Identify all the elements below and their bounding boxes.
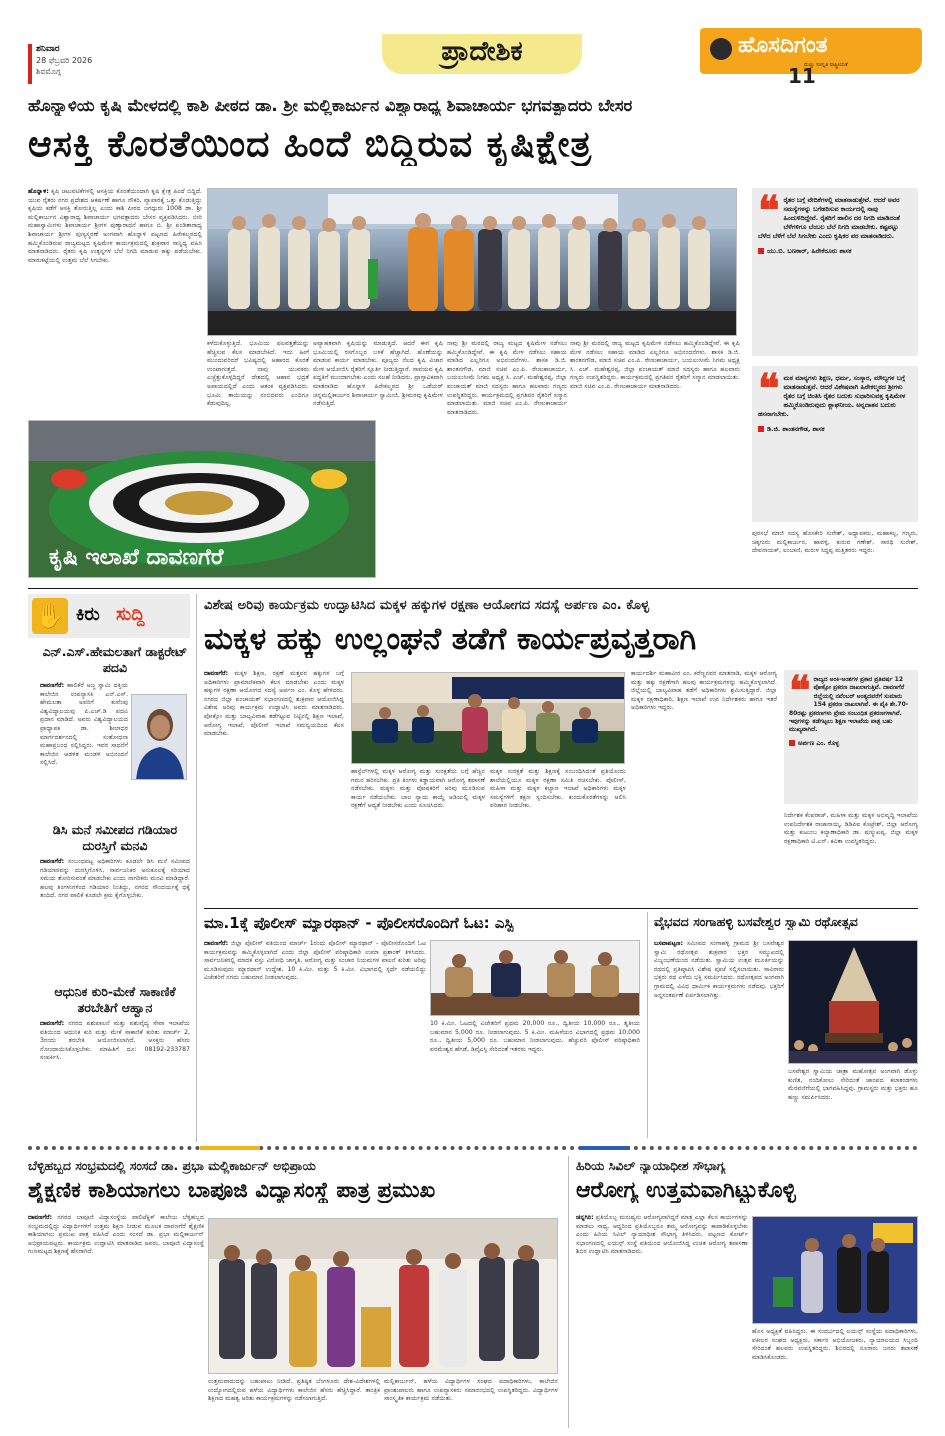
section-divider-accent-2	[580, 1146, 630, 1150]
rathotsava-body-2	[788, 1068, 918, 1138]
brief-3-dateline: ದಾವಣಗೆರೆ:	[40, 1020, 65, 1027]
lead-body-col5	[570, 340, 740, 578]
marathon-headline: ಮಾ.1ಕ್ಕೆ ಪೊಲೀಸ್ ಮ್ಯಾರಥಾನ್ - ಪೊಲೀಸರೊಂದಿಗೆ ಓಟ: ಎಸ್ಪಿ	[204, 914, 514, 932]
children-body-text-5: ನಿರ್ದೇಶಕ ಕೆಂಪರಾಜ್, ಮಹಿಳಾ ಮತ್ತು ಮಕ್ಕಳ ಅಭಿವೃದ್ಧಿ ಇಲಾಖೆಯ ಉಪನಿರ್ದೇಶಕ ರಾಜಾನಾಯ್ಕ, ಡಿಡಿಪಿಐ ಕೊಟ್ರೇಶ್, ಜಿಲ್ಲಾ ಆರೋಗ್ಯ ಮತ್ತು ಕುಟುಂಬ ಕಲ್ಯಾಣಾಧಿಕಾರಿ ಡಾ. ಷಣ್ಮುಖಪ್ಪ, ಜಿಲ್ಲಾ ಮಕ್ಕಳ ರಕ್ಷಣಾಧಿಕಾರಿ ಟಿ.ಎನ್. ಕವಿತಾ ಉಪಸ್ಥಿತರಿದ್ದರು.	[784, 812, 918, 845]
health-photo	[752, 1216, 918, 1324]
lead-body-text-5: ನಾವು ಶ್ರೀ ಮಠದಲ್ಲಿ ರಾಜ್ಯ ಮಟ್ಟದ ಕೃಷಿಮೇಳ ನಡೆಸಲು ಹಮ್ಮಿಕೊಂಡಿದ್ದೇವೆ. ಈ ಕೃಷಿ ಮೇಳ ನಡೆಸಲು ಸಹಾಯ ಮಾಡಿದ ಎಲ್ಲರಿಗೂ ಅಭಿನಂದನೆಗಳು. ಶಾಸಕ ಡಿ.ಜಿ. ಶಾಂತನಗೌಡ, ಮಾಜಿ ಸಚಿವ ಎಂ.ಪಿ. ರೇಣುಕಾಚಾರ್ಯ, ಬಯಲುಸೀಮೆ ನಿಗಮ ಅಧ್ಯಕ್ಷ ಸಿ. ಎಚ್. ಮಹೇಶ್ವರಪ್ಪ, ಜಿಲ್ಲಾ ಪಂಚಾಯತ್ ಮಾಜಿ ಸದಸ್ಯರು ಹಾಗೂ ಹಲವಾರು ಗಣ್ಯರು ಉಪಸ್ಥಿತರಿದ್ದರು. ಕಾರ್ಯಕ್ರಮದಲ್ಲಿ ಪ್ರಗತಿಪರ ರೈತರಿಗೆ ಸನ್ಮಾನ ಮಾಡಲಾಯಿತು. ಮಾಜಿ ಸಚಿವ ಎಂ.ಪಿ. ರೇಣುಕಾಚಾರ್ಯ ಮಾತನಾಡಿದರು.	[570, 340, 740, 390]
logo-text: ಹೊಸದಿಗಂತ	[738, 33, 828, 58]
marathon-caption	[430, 1020, 640, 1138]
bapuji-body-col1	[28, 1214, 204, 1428]
city: ಶಿವಮೊಗ್ಗ	[36, 67, 61, 76]
red-bullet-icon	[789, 740, 795, 746]
brief-1-text: ಹಾಲಿಕೆರೆ ಅಜ್ಜ ಸ್ವಾಮಿ ದತ್ತಿಯ ಕಾಲೇಜಿನ ಉಪನ್ಯಾಸಕಿ ಎನ್.ಎಸ್. ಹೇಮಲತಾ ಅವರಿಗೆ ಕುವೆಂಪು ವಿಶ್ವವಿದ್ಯಾಲಯವು ಪಿ.ಎಚ್.ಡಿ ಪದವಿ ಪ್ರದಾನ ಮಾಡಿದೆ. ಅವರು ವಿಶ್ವವಿದ್ಯಾಲಯದ ಪ್ರಾಧ್ಯಾಪಕ ಡಾ. ಶೀಲಾಧರ ಮಾರ್ಗದರ್ಶನದಲ್ಲಿ ಸಂಶೋಧನಾ ಮಹಾಪ್ರಬಂಧ ಸಲ್ಲಿಸಿದ್ದರು. ಇವರ ಸಾಧನೆಗೆ ಕಾಲೇಜಿನ ಆಡಳಿತ ಮಂಡಳಿ ಅಭಿನಂದನೆ ಸಲ್ಲಿಸಿದೆ.	[40, 682, 128, 767]
lead-photo-rangoli	[28, 420, 376, 578]
lead-kicker: ಹೊನ್ನಾಳಿಯ ಕೃಷಿ ಮೇಳದಲ್ಲಿ ಕಾಶಿ ಪೀಠದ ಡಾ. ಶ್ರೀ ಮಲ್ಲಿಕಾರ್ಜುನ ವಿಶ್ವಾರಾಧ್ಯ ಶಿವಾಚಾರ್ಯ ಭಗವತ್ಪಾದರು ಬೇಸರ	[28, 96, 633, 115]
rathotsava-body-text-2: ಬಸವೇಶ್ವರ ಸ್ವಾಮಿಯ ಜಾತ್ರಾ ಮಹೋತ್ಸವ ಅಂಗವಾಗಿ ಡೊಳ್ಳು ಕುಣಿತ, ನಂದಿಕೋಲು ಸೇರಿದಂತೆ ಜಾನಪದ ಕಲಾತಂಡಗಳು ಮೆರವಣಿಗೆಯಲ್ಲಿ ಭಾಗವಹಿಸಿದ್ದವು. ಗ್ರಾಮಸ್ಥರು ಮತ್ತು ಭಕ್ತರು ಹೂ ಹಣ್ಣು ಸಮರ್ಪಿಸಿದರು.	[788, 1068, 918, 1101]
date-block	[28, 44, 168, 84]
children-body-text-1: ಮಕ್ಕಳ ಶಿಕ್ಷಣ, ರಕ್ಷಣೆ ಮತ್ತವರ ಹಕ್ಕುಗಳ ಬಗ್ಗೆ ಅಧಿಕಾರಿಗಳು ಪ್ರಾಮಾಣಿಕವಾಗಿ ಕೆಲಸ ಮಾಡಬೇಕು ಎಂದು ಮಕ್ಕಳ ಹಕ್ಕುಗಳ ರಕ್ಷಣಾ ಆಯೋಗದ ಸದಸ್ಯೆ ಅರ್ಪಣ ಎಂ. ಕೊಳ್ಳ ಹೇಳಿದರು. ನಗರದ ಜಿಲ್ಲಾ ಪಂಚಾಯತ್ ಸಭಾಂಗಣದಲ್ಲಿ ಶುಕ್ರವಾರ ಆಯೋಜಿಸಿದ್ದ ವಿಶೇಷ ಅರಿವು ಕಾರ್ಯಕ್ರಮ ಉದ್ಘಾಟಿಸಿ ಅವರು ಮಾತನಾಡಿದರು. ಪೋಕ್ಸೋ ಮತ್ತು ಬಾಲ್ಯವಿವಾಹ ತಡೆಗಟ್ಟುವ ನಿಟ್ಟಿನಲ್ಲಿ ಶಿಕ್ಷಣ ಇಲಾಖೆ, ಆರೋಗ್ಯ ಇಲಾಖೆ, ಪೊಲೀಸ್ ಇಲಾಖೆ ಸಮನ್ವಯದಿಂದ ಕೆಲಸ ಮಾಡಬೇಕು.	[204, 670, 344, 738]
lead-body-col2	[207, 340, 309, 412]
quote-2-text: ಮಠ ಮಾನ್ಯಗಳು ಶಿಕ್ಷಣ, ಧರ್ಮ, ಸಂಸ್ಕಾರ, ಮೌಲ್ಯಗಳ ಬಗ್ಗೆ ಮಾತನಾಡುತ್ತವೆ. ಆದರೆ ವಿಶೇಷವಾಗಿ ಹಿರೇಕಲ್ಮಠದ ಶ್ರೀಗಳು ರೈತರ ಬಗ್ಗೆ ಚಿಂತಿಸಿ ರೈತರ ಬದುಕು ಸುಧಾರಿಸುವತ್ತ ಕೃಷಿಮೇಳ ಹಮ್ಮಿಕೊಂಡಿರುವುದು ಶ್ಲಾಘನೀಯ. ಅನ್ನದಾತನ ಬದುಕು ಹಸನಾಗಬೇಕು.	[758, 374, 906, 418]
brief-3-headline: ಆಧುನಿಕ ಕುರಿ-ಮೇಕೆ ಸಾಕಾಣಿಕೆ ತರಬೇತಿಗೆ ಆಹ್ವಾನ	[54, 984, 176, 1015]
logo-tagline: ಮಣ್ಣು ಸಂಸ್ಕೃತಿ ರಾಷ್ಟ್ರೀಯತೆ	[804, 62, 848, 68]
children-body-col1	[204, 670, 344, 902]
health-headline: ಆರೋಗ್ಯ ಉತ್ತಮವಾಗಿಟ್ಟುಕೊಳ್ಳಿ	[576, 1178, 796, 1203]
brief-1-body	[40, 682, 128, 786]
lead-body-text-1: ಕೃಷಿ ಚಟುವಟಿಕೆಗಳಲ್ಲಿ ಆಸಕ್ತಿಯ ಕೊರತೆಯಿಂದಾಗಿ ಕೃಷಿ ಕ್ಷೇತ್ರ ಹಿಂದೆ ಬಿದ್ದಿದೆ. ಯುವ ರೈತರು ನಗರ ಪ್ರದೇಶದ ಆಕರ್ಷಣೆ ಹಾಗೂ ನೌಕರಿ, ವ್ಯಾಪಾರಕ್ಕೆ ಒತ್ತು ಕೊಡುತ್ತಿದ್ದು ಕೃಷಿಯ ಕಡೆಗೆ ಆಸಕ್ತಿ ತೋರುತ್ತಿಲ್ಲ ಎಂದು ಕಾಶಿ ಪೀಠದ ಜಗದ್ಗುರು 1008 ಡಾ. ಶ್ರೀ ಮಲ್ಲಿಕಾರ್ಜುನ ವಿಶ್ವಾರಾಧ್ಯ ಶಿವಾಚಾರ್ಯ ಭಗವತ್ಪಾದರು ಬೇಸರ ವ್ಯಕ್ತಪಡಿಸಿದರು. ಬೀರಿ ಮಹಾಸ್ವಾಮಿಗಳು ಶಿವಾಚಾರ್ಯ ಶ್ರೀಗಳ ಪುಣ್ಯಾರಾಧನೆ ಹಾಗೂ ಬಿ. ಶ್ರೀ ಪಂಡಿತಾರಾಧ್ಯ ಶಿವಾಚಾರ್ಯ ಶ್ರೀಗಳ ಪುಣ್ಯಸ್ಮರಣೆ ಅಂಗವಾಗಿ ಹೊನ್ನಾಳಿ ಪಟ್ಟಣದ ಹಿರೇಕಲ್ಮಠದಲ್ಲಿ ಹಮ್ಮಿಕೊಂಡಿರುವ ರಾಜ್ಯಮಟ್ಟದ ಕೃಷಿಮೇಳ ಕಾರ್ಯಕ್ರಮದಲ್ಲಿ ಶುಕ್ರವಾರ ಸಾನ್ನಿಧ್ಯ ವಹಿಸಿ ಮಾತನಾಡಿದರು. ರೈತರು ಕೃಷಿ ಉತ್ಪನ್ನಗಳ ಬೆಲೆ ನಿಗದಿ ಮಾಡುವ ಹಕ್ಕು ಪಡೆಯಬೇಕು. ಮಾರುಕಟ್ಟೆಯಲ್ಲಿ ಉತ್ತಮ ಬೆಲೆ ಸಿಗಬೇಕು.	[28, 188, 202, 264]
health-kicker: ಹಿರಿಯ ಸಿವಿಲ್ ನ್ಯಾಯಾಧೀಶ ಸೌಭಾಗ್ಯ	[576, 1158, 726, 1173]
lead-photo-group	[207, 188, 737, 336]
bottom-column-rule	[568, 1156, 569, 1428]
lead-bottom-body: ಪುರಸಭೆ ಮಾಜಿ ಸದಸ್ಯ ಹೊಸಕೇರಿ ಸುರೇಶ್, ಅಧ್ಯಾಪಕರು, ಮಹಾಕಲ್ಪ, ಗಣ್ಯರು, ಚಿಕ್ಕಗುರು ಮಲ್ಲಿಕಾರ್ಜುನ, ಹಾವಳ್ಳಿ, ಕುರುವ ಗಣೇಶ್, ಸಾರಥಿ ಸುರೇಶ್, ದೇವನಾಯಕ್, ಲಂಬಾಣಿ, ಮರುಳ ಸಿದ್ದಪ್ಪ ಮತ್ತಿತರರು ಇದ್ದರು.	[752, 530, 918, 555]
health-camp-image	[753, 1217, 918, 1324]
lead-body-col1	[28, 188, 202, 414]
children-headline: ಮಕ್ಕಳ ಹಕ್ಕು ಉಲ್ಲಂಘನೆ ತಡೆಗೆ ಕಾರ್ಯಪ್ರವೃತ್ತರಾಗಿ	[204, 622, 697, 657]
children-body-col3	[490, 768, 626, 902]
bapuji-body-text-1: ನಗರದ ಬಾಪೂಜಿ ವಿದ್ಯಾಸಂಸ್ಥೆಯ ಪಾಲಿಟೆಕ್ನಿಕ್ ಕಾಲೇಜು ಬೆಳ್ಳಿಹಬ್ಬದ ಸಂಭ್ರಮದಲ್ಲಿದ್ದು ವಿದ್ಯಾರ್ಥಿಗಳಿಗೆ ಉತ್ತಮ ಶಿಕ್ಷಣ ನೀಡುವ ಮೂಲಕ ದಾವಣಗೆರೆ ಶೈಕ್ಷಣಿಕ ಕಾಶಿಯಾಗಲು ಪ್ರಮುಖ ಪಾತ್ರ ವಹಿಸಿದೆ ಎಂದು ಸಂಸದೆ ಡಾ. ಪ್ರಭಾ ಮಲ್ಲಿಕಾರ್ಜುನ್ ಅಭಿಪ್ರಾಯಪಟ್ಟರು. ಕಾರ್ಯಕ್ರಮ ಉದ್ಘಾಟಿಸಿ ಮಾತನಾಡಿದ ಅವರು, ಬಾಪೂಜಿ ವಿದ್ಯಾಸಂಸ್ಥೆ ಗುಣಮಟ್ಟದ ಶಿಕ್ಷಣಕ್ಕೆ ಹೆಸರಾಗಿದೆ.	[28, 1214, 204, 1256]
bapuji-lamp-lighting-image	[209, 1219, 558, 1374]
chariot-image	[789, 941, 918, 1064]
children-dateline: ದಾವಣಗೆರೆ:	[204, 670, 229, 677]
page-number: 11	[788, 64, 816, 88]
thumbs-up-icon: ✋	[32, 598, 68, 634]
date: 28 ಫೆಬ್ರವರಿ 2026	[36, 56, 93, 65]
lead-body-text-2: ಕಳೆದುಕೊಳ್ಳುತ್ತಿದೆ. ಭೂಮಿಯ ಫಲವತ್ತತೆಯನ್ನು ಹೆಚ್ಚಿಸುವ ಕೆಲಸ ಮಾಡಬೇಕಿದೆ. ಇದು ಹೀಗೆ ಮುಂದುವರಿದರೆ ಭವಿಷ್ಯದಲ್ಲಿ ಆಹಾರದ ಕೊರತೆ ಉಂಟಾಗುತ್ತದೆ. ನಾವು ಯುವಕರು ಎಚ್ಚೆತ್ತುಕೊಳ್ಳದಿದ್ದರೆ ದೇಶದಲ್ಲಿ ಆಹಾರ ಭದ್ರತೆ ಅಪಾಯದಲ್ಲಿದೆ ಎಂದು ಆತಂಕ ವ್ಯಕ್ತಪಡಿಸಿದರು. ಭೂಮಿ ತಾಯಿಯನ್ನು ನಂಬಿದವರು ಎಂದಿಗೂ ಕೆಡುವುದಿಲ್ಲ.	[207, 340, 309, 408]
rathotsava-headline: ವೈಭವದ ಸಂಗಾಹಳ್ಳಿ ಬಸವೇಶ್ವರ ಸ್ವಾಮಿ ರಥೋತ್ಸವ	[654, 914, 858, 929]
quote-2-author: ಡಿ.ಜಿ. ಶಾಂತನಗೌಡ, ಶಾಸಕ	[767, 425, 825, 433]
quote-mark-icon: ❝	[758, 365, 780, 412]
bapuji-dateline: ದಾವಣಗೆರೆ:	[28, 1214, 53, 1221]
bapuji-kicker: ಬೆಳ್ಳಿಹಬ್ಬದ ಸಂಭ್ರಮದಲ್ಲಿ ಸಂಸದೆ ಡಾ. ಪ್ರಭಾ ಮಲ್ಲಿಕಾರ್ಜುನ್ ಅಭಿಪ್ರಾಯ	[28, 1158, 316, 1173]
marathon-photo	[430, 940, 640, 1016]
lead-headline: ಆಸಕ್ತಿ ಕೊರತೆಯಿಂದ ಹಿಂದೆ ಬಿದ್ದಿರುವ ಕೃಷಿಕ್ಷೇತ್ರ	[28, 124, 593, 165]
children-body-text-4: ಕಾರ್ಯದರ್ಶಿ ಮಹಾವೀರ ಎಂ. ಕರೆಣ್ಣನವರ ಮಾತನಾಡಿ, ಮಕ್ಕಳ ಆರೋಗ್ಯ ಮತ್ತು ಹಕ್ಕು ರಕ್ಷಣೆಗಾಗಿ ಹಲವು ಕಾರ್ಯಕ್ರಮಗಳನ್ನು ಹಮ್ಮಿಕೊಳ್ಳಲಾಗಿದೆ. ಜಿಲ್ಲೆಯಲ್ಲಿ ಬಾಲ್ಯವಿವಾಹ ತಡೆಗೆ ಅಧಿಕಾರಿಗಳು ಶ್ರಮಿಸುತ್ತಿದ್ದಾರೆ. ಜಿಲ್ಲಾ ಮಕ್ಕಳ ರಕ್ಷಣಾಧಿಕಾರಿ, ಶಿಕ್ಷಣ ಇಲಾಖೆ ಉಪ ನಿರ್ದೇಶಕರು ಹಾಗೂ ಇತರೆ ಅಧಿಕಾರಿಗಳು ಇದ್ದರು.	[631, 670, 777, 712]
children-photo	[351, 672, 625, 764]
quote-3-byline	[789, 739, 913, 748]
children-meeting-image	[352, 673, 625, 764]
quote-box-3	[784, 667, 918, 804]
portrait-image	[132, 695, 187, 780]
bapuji-photo	[208, 1218, 558, 1374]
bapuji-body-col2	[208, 1378, 380, 1428]
marathon-dateline: ದಾವಣಗೆರೆ:	[204, 940, 229, 947]
kiru-label: ಕಿರು	[76, 604, 100, 625]
quote-1-author: ಯು.ಬಿ. ಬಣಕಾರ್, ಹಿರೇಕೆರೂರು ಶಾಸಕ	[767, 247, 852, 255]
marathon-column-rule	[647, 912, 648, 1138]
rathotsava-photo	[788, 940, 918, 1064]
bapuji-body-col3	[384, 1378, 558, 1428]
quote-mark-icon: ❝	[758, 187, 780, 234]
children-body-col5	[784, 812, 918, 902]
lead-bottom-text	[752, 530, 918, 580]
weekday: ಶನಿವಾರ	[36, 44, 60, 54]
brief-2-body	[40, 858, 190, 954]
brief-1-dateline: ದಾವಣಗೆರೆ:	[40, 682, 65, 689]
health-dateline: ಚನ್ನಗಿರಿ:	[576, 1214, 594, 1221]
marathon-press-image	[431, 941, 640, 1016]
brief-2-text: ಸಂಬಂಧಪಟ್ಟ ಅಧಿಕಾರಿಗಳು ಕೂಡಲೇ ಡಿಸಿ ಮನೆ ಸಮೀಪದ ಗಡಿಯಾರವನ್ನು ದುರಸ್ತಿಗೊಳಿಸಿ, ಸಾರ್ವಜನಿಕರ ಅನುಕೂಲಕ್ಕೆ ಸರಿಯಾದ ಸಮಯ ತೋರಿಸುವಂತೆ ಮಾಡಬೇಕು ಎಂದು ನಾಗರಿಕರು ಮನವಿ ಮಾಡಿದ್ದಾರೆ. ಹಲವು ತಿಂಗಳುಗಳಿಂದ ಗಡಿಯಾರ ನಿಂತಿದ್ದು, ನಗರದ ಸೌಂದರ್ಯಕ್ಕೆ ಧಕ್ಕೆ ತಂದಿದೆ. ನಗರ ಪಾಲಿಕೆ ಕೂಡಲೇ ಕ್ರಮ ಕೈಗೊಳ್ಳಬೇಕು.	[40, 858, 190, 900]
logo-emblem-icon	[710, 38, 732, 60]
red-bullet-icon	[758, 426, 764, 432]
bapuji-body-text-3: ಮಲ್ಲಿಕಾರ್ಜುನ್, ಹಳೆಯ ವಿದ್ಯಾರ್ಥಿಗಳ ಸಂಘದ ಪದಾಧಿಕಾರಿಗಳು, ಕಾಲೇಜಿನ ಪ್ರಾಂಶುಪಾಲರು ಹಾಗೂ ಉಪನ್ಯಾಸಕರು ಸಮಾರಂಭದಲ್ಲಿ ಉಪಸ್ಥಿತರಿದ್ದರು. ವಿದ್ಯಾರ್ಥಿಗಳ ಸಾಂಸ್ಕೃತಿಕ ಕಾರ್ಯಕ್ರಮ ನಡೆಯಿತು.	[384, 1378, 558, 1403]
lead-dateline: ಹೊನ್ನಾಳಿ:	[28, 188, 49, 195]
rathotsava-body	[654, 940, 784, 1138]
section-rule-1	[28, 588, 918, 589]
quote-box-1	[752, 188, 918, 356]
bapuji-headline: ಶೈಕ್ಷಣಿಕ ಕಾಶಿಯಾಗಲು ಬಾಪೂಜಿ ವಿದ್ಯಾಸಂಸ್ಥೆ ಪಾತ್ರ ಪ್ರಮುಖ	[28, 1178, 436, 1203]
bapuji-body-text-2: ಉತ್ತಮವಾದುದನ್ನು ಬಹುಪಾಲು ನೀಡಿದೆ. ಪ್ರತಿಷ್ಠಿತ ಬೆಂಗಳೂರು ದೇಶ-ವಿದೇಶಗಳಲ್ಲಿ ಉದ್ಯೋಗದಲ್ಲಿರುವ ಹಳೆಯ ವಿದ್ಯಾರ್ಥಿಗಳು ಕಾಲೇಜಿನ ಹೆಸರು ಹೆಚ್ಚಿಸಿದ್ದಾರೆ. ತಾಂತ್ರಿಕ ಶಿಕ್ಷಣದ ಮಹತ್ವ ಅರಿತು ಕಾರ್ಯಕ್ರಮಗಳನ್ನು ನಡೆಸಲಾಗುತ್ತಿದೆ.	[208, 1378, 380, 1403]
quote-2-byline	[758, 425, 912, 434]
quote-1-text: ರೈತರ ಬಗ್ಗೆ ವೇದಿಕೆಗಳಲ್ಲಿ ಮಾತನಾಡುತ್ತೇವೆ. ಆದರೆ ಅವರ ಸಮಸ್ಯೆಗಳನ್ನು ಬಗೆಹರಿಸುವ ಕಾರ್ಯದಲ್ಲಿ ನಾವು ಹಿಂದುಳಿದಿದ್ದೇವೆ. ರೈತರಿಗೆ ಹಾಲಿನ ದರ ನಿಗದಿ ಮಾಡಿದಂತೆ ಬೆಳೆಗಳಿಗೂ ಬೆಂಬಲ ಬೆಲೆ ನಿಗದಿ ಮಾಡಬೇಕು. ಕಷ್ಟಪಟ್ಟು ಬೆಳೆದ ಬೆಳೆಗೆ ಬೆಲೆ ಸಿಗಬೇಕು ಎಂದು ಕೃಷಿಕರ ಪರ ಮಾತನಾಡಿದರು.	[758, 196, 900, 240]
health-body-col1	[576, 1214, 748, 1428]
kiru-suddi-header	[28, 594, 190, 638]
marathon-body-text: ಜಿಲ್ಲಾ ಪೊಲೀಸ್ ವತಿಯಿಂದ ಮಾರ್ಚ್ 1ರಂದು ಪೊಲೀಸ್ ಮ್ಯಾರಥಾನ್ - ಪೊಲೀಸರೊಂದಿಗೆ ಓಟ ಕಾರ್ಯಕ್ರಮವನ್ನು ಹಮ್ಮಿಕೊಳ್ಳಲಾಗಿದೆ ಎಂದು ಜಿಲ್ಲಾ ಪೊಲೀಸ್ ವರಿಷ್ಠಾಧಿಕಾರಿ ಉಮಾ ಪ್ರಶಾಂತ್ ತಿಳಿಸಿದರು. ಸಾರ್ವಜನಿಕರಲ್ಲಿ ಮಾದಕ ವಸ್ತು ವಿರೋಧಿ ಜಾಗೃತಿ, ಆರೋಗ್ಯ ಮತ್ತು ಸಂಚಾರ ನಿಯಮಗಳ ಪಾಲನೆ ಕುರಿತು ಅರಿವು ಮೂಡಿಸುವುದು ಮ್ಯಾರಥಾನ್ ಉದ್ದೇಶ. 10 ಕಿ.ಮೀ. ಮತ್ತು 5 ಕಿ.ಮೀ. ವಿಭಾಗದಲ್ಲಿ ಸ್ಪರ್ಧೆ ನಡೆಯಲಿದ್ದು ವಿಜೇತರಿಗೆ ನಗದು ಬಹುಮಾನ ನೀಡಲಾಗುವುದು.	[204, 940, 426, 982]
children-body-text-2: ಹಾಸ್ಟೆಲ್‌ಗಳಲ್ಲಿ ಮಕ್ಕಳ ಆರೋಗ್ಯ ಮತ್ತು ಸುರಕ್ಷತೆಯ ಬಗ್ಗೆ ಹೆಚ್ಚಿನ ಗಮನ ಹರಿಸಬೇಕು. ಪ್ರತಿ ತಿಂಗಳು ಕಡ್ಡಾಯವಾಗಿ ಆರೋಗ್ಯ ತಪಾಸಣೆ ನಡೆಸಬೇಕು. ಮಕ್ಕಳು ಮತ್ತು ಪೋಷಕರಿಗೆ ಅರಿವು ಮೂಡಿಸುವ ಕಾರ್ಯ ನಡೆಯಬೇಕು. ಬಾಲ ನ್ಯಾಯ ಕಾಯ್ದೆ ಅಡಿಯಲ್ಲಿ ಮಕ್ಕಳ ರಕ್ಷಣೆಗೆ ಆದ್ಯತೆ ನೀಡಬೇಕು ಎಂದು ಸೂಚಿಸಿದರು.	[351, 768, 485, 810]
section-rule-2	[204, 908, 918, 909]
brief-2-headline: ಡಿಸಿ ಮನೆ ಸಮೀಪದ ಗಡಿಯಾರ ದುರಸ್ತಿಗೆ ಮನವಿ	[52, 822, 178, 853]
section-divider-dotted	[28, 1146, 918, 1152]
lead-body-text-4: ನಾವು ಶ್ರೀ ಮಠದಲ್ಲಿ ರಾಜ್ಯ ಮಟ್ಟದ ಕೃಷಿಮೇಳ ನಡೆಸಲು ಹಮ್ಮಿಕೊಂಡಿದ್ದೇವೆ. ಈ ಕೃಷಿ ಮೇಳ ನಡೆಸಲು ಸಹಾಯ ಮಾಡಿದ ಎಲ್ಲರಿಗೂ ಅಭಿನಂದನೆಗಳು. ಶಾಸಕ ಡಿ.ಜಿ. ಶಾಂತನಗೌಡ, ಮಾಜಿ ಸಚಿವ ಎಂ.ಪಿ. ರೇಣುಕಾಚಾರ್ಯ, ಬಯಲುಸೀಮೆ ನಿಗಮ ಅಧ್ಯಕ್ಷ ಸಿ. ಎಚ್. ಮಹೇಶ್ವರಪ್ಪ, ಜಿಲ್ಲಾ ಪಂಚಾಯತ್ ಮಾಜಿ ಸದಸ್ಯರು ಹಾಗೂ ಹಲವಾರು ಗಣ್ಯರು ಉಪಸ್ಥಿತರಿದ್ದರು. ಕಾರ್ಯಕ್ರಮದಲ್ಲಿ ಪ್ರಗತಿಪರ ರೈತರಿಗೆ ಸನ್ಮಾನ ಮಾಡಲಾಯಿತು. ಮಾಜಿ ಸಚಿವ ಎಂ.ಪಿ. ರೇಣುಕಾಚಾರ್ಯ ಮಾತನಾಡಿದರು.	[447, 340, 567, 416]
section-title: ಪ್ರಾದೇಶಿಕ	[441, 36, 523, 67]
suddi-label: ಸುದ್ದಿ	[116, 604, 145, 625]
brief-3-body	[40, 1020, 190, 1142]
quote-1-byline	[758, 247, 912, 256]
rathotsava-body-text: ಸಮೀಪದ ಸಂಗಾಹಳ್ಳಿ ಗ್ರಾಮದ ಶ್ರೀ ಬಸವೇಶ್ವರ ಸ್ವಾಮಿ ರಥೋತ್ಸವ ಶುಕ್ರವಾರ ಭಕ್ತರ ಸಮ್ಮುಖದಲ್ಲಿ ವಿಜೃಂಭಣೆಯಿಂದ ನಡೆಯಿತು. ಸ್ವಾಮಿಯ ಉತ್ಸವ ಮೂರ್ತಿಯನ್ನು ರಥದಲ್ಲಿ ಪ್ರತಿಷ್ಠಾಪಿಸಿ ವಿಶೇಷ ಪೂಜೆ ಸಲ್ಲಿಸಲಾಯಿತು. ಸಾವಿರಾರು ಭಕ್ತರು ರಥ ಎಳೆದು ಭಕ್ತಿ ಸಮರ್ಪಿಸಿದರು. ರಥೋತ್ಸವದ ಅಂಗವಾಗಿ ಗ್ರಾಮದಲ್ಲಿ ವಿವಿಧ ಧಾರ್ಮಿಕ ಕಾರ್ಯಕ್ರಮಗಳು ನಡೆದವು. ಭಕ್ತರಿಗೆ ಅನ್ನಸಂತರ್ಪಣೆ ಏರ್ಪಡಿಸಲಾಗಿತ್ತು.	[654, 940, 784, 999]
kiru-column-rule	[196, 594, 197, 1142]
brief-1-portrait	[131, 694, 187, 780]
quote-mark-icon: ❝	[789, 667, 811, 714]
lead-body-text-3: ಅವ್ಯಾಹತವಾಗಿ ಕೃಷಿಯನ್ನು ಮಾಡುತ್ತಿದೆ. ಆದರೆ ಈಗ ಕೃಷಿ ಭೂಮಿಯಲ್ಲಿ ರಸಗೊಬ್ಬರ ಬಳಕೆ ಹೆಚ್ಚಾಗಿದೆ. ಹೊಣೆಯನ್ನು ಮಾಡುವ ಕಾರ್ಯ ಮಾಡಬೇಕು. ಪೂಜ್ಯರು ನೆಲದ ಕೃಷಿ ವಿಚಾರ ಮೇಳ ಆಯೋಜಿಸಿ ರೈತರಿಗೆ ಸ್ಪೂರ್ತಿ ನೀಡುತ್ತಿದ್ದಾರೆ. ಸಾವಯವ ಕೃಷಿ ಪದ್ದತಿಗೆ ಮುಂದಾಗಬೇಕು ಎಂದು ಸಲಹೆ ನೀಡಿದರು. ಪ್ರಾಸ್ತಾವಿಕವಾಗಿ ಮಾತನಾಡಿದ ಹೊನ್ನಾಳಿ ಹಿರೇಕಲ್ಮಠದ ಶ್ರೀ ಒಡೆಯರ್ ಚನ್ನಮಲ್ಲಿಕಾರ್ಜುನ ಶಿವಾಚಾರ್ಯ ಸ್ವಾಮೀಜಿ, ಶ್ರೀಮಠವು ಕೃಷಿಮೇಳ ನಡೆಸುತ್ತಿದೆ.	[313, 340, 443, 408]
children-body-text-3: ಮಕ್ಕಳ ಸುರಕ್ಷತೆ ಮತ್ತು ಶಿಕ್ಷಣಕ್ಕೆ ಸಂಬಂಧಿಸಿದಂತೆ ಪ್ರತಿಯೊಂದು ಶಾಲೆಯಲ್ಲಿಯೂ ಮಕ್ಕಳ ರಕ್ಷಣಾ ಸಮಿತಿ ರಚಿಸಬೇಕು. ಪೊಲೀಸ್, ಮಹಿಳಾ ಮತ್ತು ಮಕ್ಕಳ ಕಲ್ಯಾಣ ಇಲಾಖೆ ಅಧಿಕಾರಿಗಳು ಮಕ್ಕಳ ಸಮಸ್ಯೆಗಳಿಗೆ ತಕ್ಷಣ ಸ್ಪಂದಿಸಬೇಕು. ಕುಂದುಕೊರತೆಗಳನ್ನು ಆಲಿಸಿ ಪರಿಹಾರ ನೀಡಬೇಕು.	[490, 768, 626, 810]
health-body-text-2: ಹೊಸ ಅಧ್ಯಕ್ಷತೆ ವಹಿಸಿದ್ದರು. ಈ ಸಂದರ್ಭದಲ್ಲಿ ಲಯನ್ಸ್ ಸಂಸ್ಥೆಯ ಪದಾಧಿಕಾರಿಗಳು, ವಕೀಲರ ಸಂಘದ ಅಧ್ಯಕ್ಷರು, ಸರ್ಕಾರಿ ಅಭಿಯೋಜಕರು, ನ್ಯಾಯಾಲಯದ ಸಿಬ್ಬಂದಿ ಸೇರಿದಂತೆ ಹಲವರು ಉಪಸ್ಥಿತರಿದ್ದರು. ಶಿಬಿರದಲ್ಲಿ ನೂರಾರು ಜನರು ತಪಾಸಣೆ ಮಾಡಿಸಿಕೊಂಡರು.	[752, 1328, 918, 1361]
brief-1-headline: ಎನ್.ಎಸ್.ಹೇಮಲತಾಗೆ ಡಾಕ್ಟರೇಟ್ ಪದವಿ	[42, 644, 188, 675]
brief-3-text: ನಗರದ ಪಶುಪಾಲನೆ ಮತ್ತು ಪಶುವೈದ್ಯ ಸೇವಾ ಇಲಾಖೆಯ ವತಿಯಿಂದ ಆಧುನಿಕ ಕುರಿ ಮತ್ತು ಮೇಕೆ ಸಾಕಾಣಿಕೆ ಕುರಿತು ಮಾರ್ಚ್ 2, 3ರಂದು ತರಬೇತಿ ಆಯೋಜಿಸಲಾಗಿದೆ. ಆಸಕ್ತರು ಹೆಸರು ನೋಂದಾಯಿಸಿಕೊಳ್ಳಬೇಕು. ಮಾಹಿತಿಗೆ ದೂ: 08192-233787 ಸಂಪರ್ಕಿಸಿ.	[40, 1020, 190, 1062]
brief-2-dateline: ದಾವಣಗೆರೆ:	[40, 858, 65, 865]
children-kicker: ವಿಶೇಷ ಅರಿವು ಕಾರ್ಯಕ್ರಮ ಉದ್ಘಾಟಿಸಿದ ಮಕ್ಕಳ ಹಕ್ಕುಗಳ ರಕ್ಷಣಾ ಆಯೋಗದ ಸದಸ್ಯೆ ಅರ್ಪಣ ಎಂ. ಕೊಳ್ಳ	[204, 598, 650, 613]
rangoli-banner-text: ಕೃಷಿ ಇಲಾಖೆ ದಾವಣಗೆರೆ	[49, 545, 224, 570]
health-body-text-1: ಪ್ರತಿಯೊಬ್ಬ ಮನುಷ್ಯನು ಆರೋಗ್ಯವಾಗಿದ್ದರೆ ಮಾತ್ರ ಎಲ್ಲಾ ಕೆಲಸ ಕಾರ್ಯಗಳನ್ನು ಮಾಡಲು ಸಾಧ್ಯ. ಆದ್ದರಿಂದ ಪ್ರತಿಯೊಬ್ಬರೂ ತಮ್ಮ ಆರೋಗ್ಯವನ್ನು ಕಾಪಾಡಿಕೊಳ್ಳಬೇಕು ಎಂದು ಹಿರಿಯ ಸಿವಿಲ್ ನ್ಯಾಯಾಧೀಶ ಸೌಭಾಗ್ಯ ತಿಳಿಸಿದರು. ಪಟ್ಟಣದ ಕೋರ್ಟ್ ಸಭಾಂಗಣದಲ್ಲಿ ಲಯನ್ಸ್ ಸಂಸ್ಥೆ ವತಿಯಿಂದ ಆಯೋಜಿಸಿದ್ದ ಉಚಿತ ಆರೋಗ್ಯ ತಪಾಸಣಾ ಶಿಬಿರ ಉದ್ಘಾಟಿಸಿ ಮಾತನಾಡಿದರು.	[576, 1214, 748, 1256]
children-body-col4	[631, 670, 777, 902]
red-bullet-icon	[758, 248, 764, 254]
masthead	[28, 33, 918, 90]
health-body-col2	[752, 1328, 918, 1428]
children-body-col2	[351, 768, 485, 902]
section-divider-accent	[200, 1146, 260, 1150]
quote-box-2	[752, 366, 918, 522]
lead-photo-dignitaries	[208, 189, 737, 336]
quote-3-author: ಅರ್ಪಣ ಎಂ. ಕೊಳ್ಳ	[798, 738, 840, 747]
quote-3-text: ರಾಜ್ಯದ ಅಂಕಿ-ಅಂಶಗಳ ಪ್ರಕಾರ ಪ್ರತಿವರ್ಷ 12 ಪೋಕ್ಸೋ ಪ್ರಕರಣ ದಾಖಲಾಗುತ್ತಿವೆ. ದಾವಣಗೆರೆ ಜಿಲ್ಲೆಯಲ್ಲಿ ನವೆಂಬರ್ ಅಂತ್ಯದವರೆಗೆ ಸುಮಾರು 154 ಪ್ರಕರಣ ದಾಖಲಾಗಿವೆ. ಈ ಪೈಕಿ ಶೇ.70-80ರಷ್ಟು ಪ್ರಕರಣಗಳು ಪ್ರೇಮ ಸಂಬಂಧಿತ ಪ್ರಕರಣಗಳಾಗಿವೆ. ಇವುಗಳನ್ನು ತಡೆಗಟ್ಟಲು ಶಿಕ್ಷಣ ಇಲಾಖೆಯ ಪಾತ್ರ ಬಹು ಮುಖ್ಯವಾಗಿದೆ.	[789, 676, 909, 734]
rathotsava-dateline: ಬಸವಾಪಟ್ಟಣ:	[654, 940, 683, 947]
marathon-caption-text: 10 ಕಿ.ಮೀ. ಓಟದಲ್ಲಿ ವಿಜೇತರಿಗೆ ಪ್ರಥಮ 20,000 ರೂ., ದ್ವಿತೀಯ 10,000 ರೂ., ತೃತೀಯ ಬಹುಮಾನ 5,000 ರೂ. ನೀಡಲಾಗುವುದು. 5 ಕಿ.ಮೀ. ಮಹಿಳೆಯರ ವಿಭಾಗದಲ್ಲಿ ಪ್ರಥಮ 10,000 ರೂ., ದ್ವಿತೀಯ 5,000 ರೂ. ಬಹುಮಾನ ನೀಡಲಾಗುವುದು. ಹೆಚ್ಚುವರಿ ಪೊಲೀಸ್ ವರಿಷ್ಠಾಧಿಕಾರಿ ಪರಮೇಶ್ವರ ಹೆಗಡೆ, ಡಿವೈಎಸ್ಪಿ ಸೇರಿದಂತೆ ಇತರರು ಇದ್ದರು.	[430, 1020, 640, 1053]
lead-body-col4	[447, 340, 567, 578]
marathon-body	[204, 940, 426, 1138]
